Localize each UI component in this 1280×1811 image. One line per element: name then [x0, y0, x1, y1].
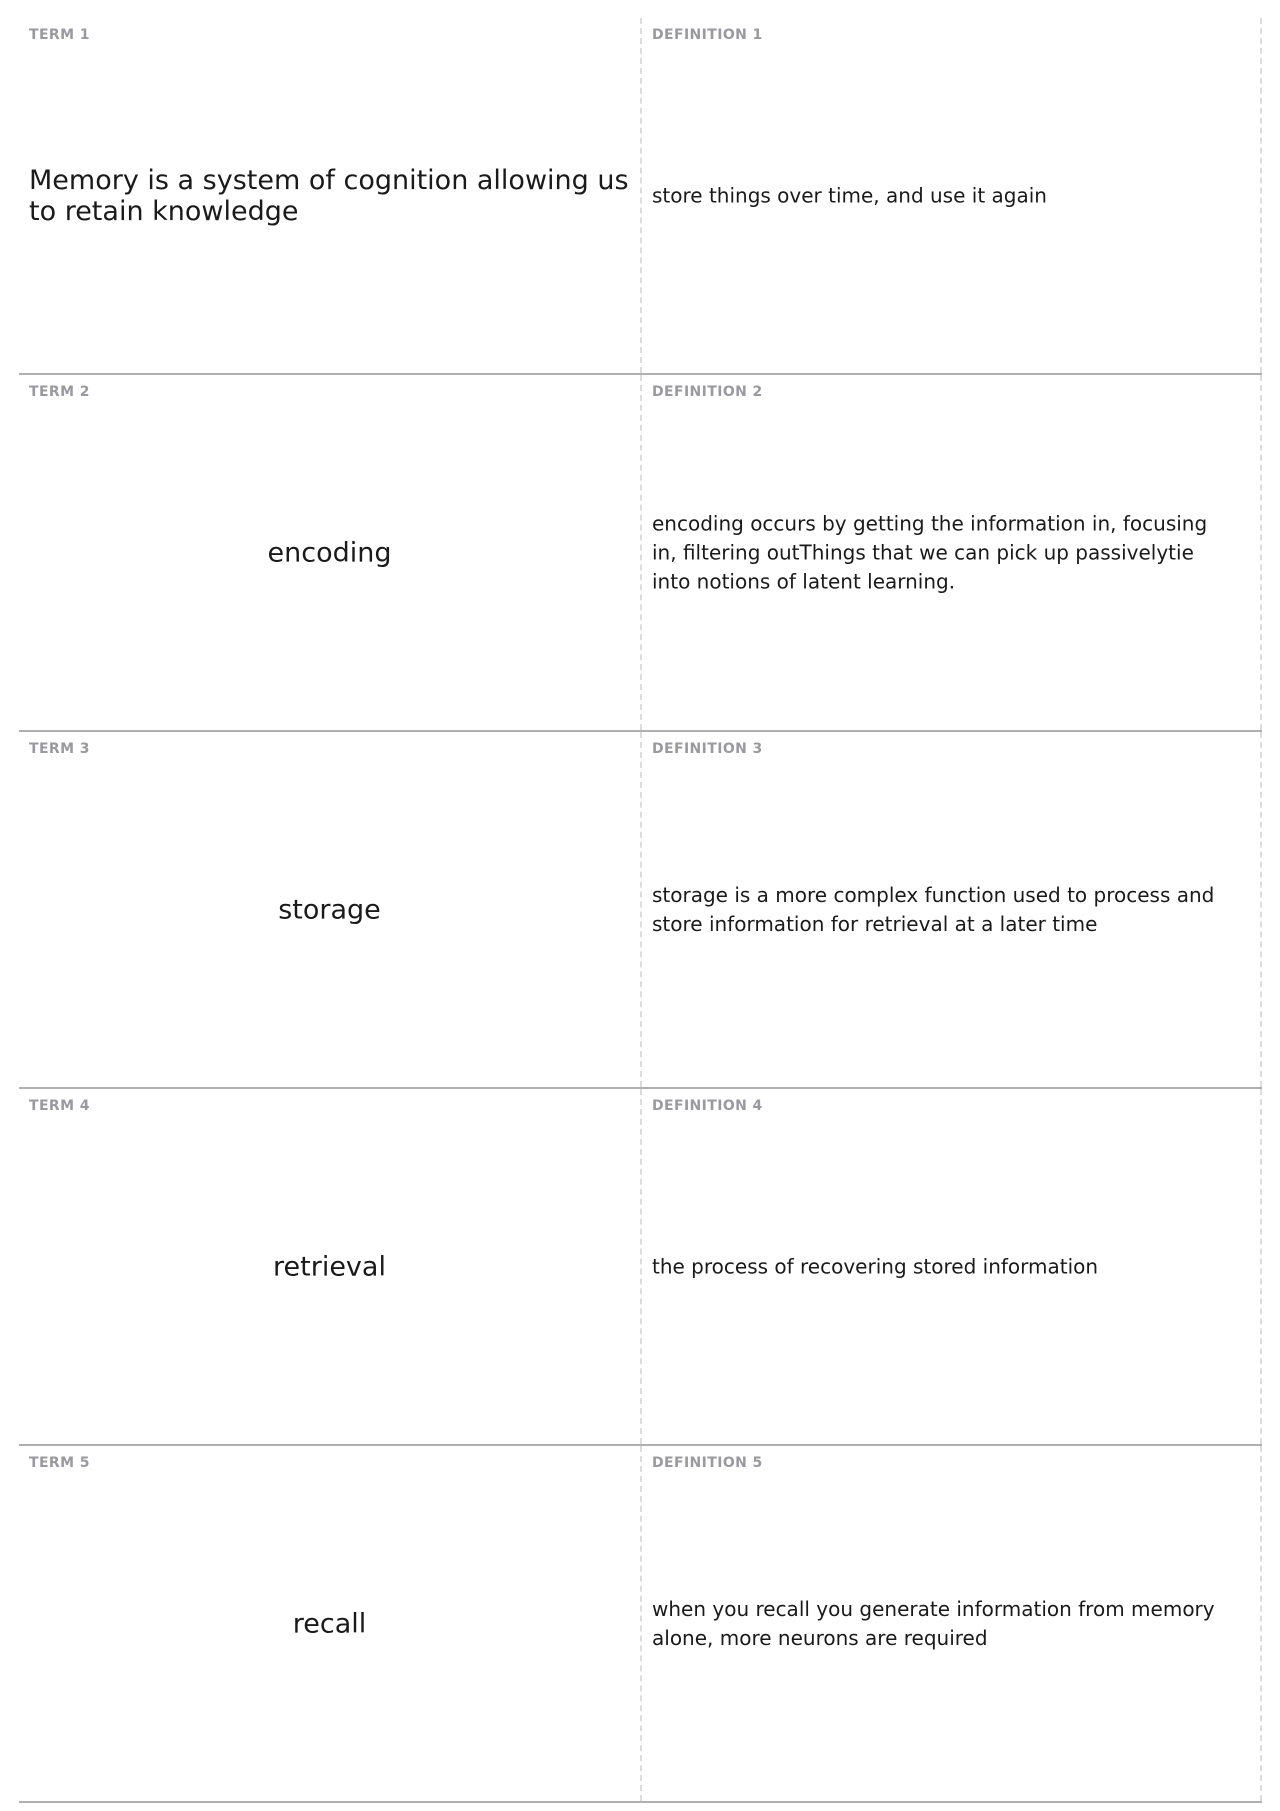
- definition-label: DEFINITION 5: [652, 1455, 763, 1471]
- term-cell: [19, 375, 642, 730]
- term-cell: [19, 1446, 642, 1801]
- definition-label: DEFINITION 1: [652, 27, 763, 43]
- definition-text: storage is a more complex function used to process and store information for retrieval at a later time: [652, 882, 1215, 936]
- term-label: TERM 1: [29, 27, 90, 43]
- term-text: recall: [292, 1608, 367, 1639]
- definition-cell: [642, 375, 1262, 730]
- definition-cell: [642, 732, 1262, 1087]
- definition-cell: [642, 1089, 1262, 1444]
- definition-label: DEFINITION 4: [652, 1098, 763, 1114]
- term-cell: [19, 18, 642, 373]
- flashcard-sheet: [19, 18, 1262, 1803]
- term-text: encoding: [267, 537, 392, 568]
- term-label: TERM 3: [29, 741, 90, 757]
- term-label: TERM 5: [29, 1455, 90, 1471]
- term-label: TERM 4: [29, 1098, 90, 1114]
- term-cell: [19, 732, 642, 1087]
- flashcard-row: [19, 1446, 1262, 1803]
- flashcard-row: [19, 1089, 1262, 1446]
- definition-cell: [642, 18, 1262, 373]
- definition-text: encoding occurs by getting the information in, focusing in, filtering outThings that we can pick up passivelytie into notions of latent learning.: [652, 511, 1208, 593]
- term-label: TERM 2: [29, 384, 90, 400]
- definition-text: the process of recovering stored information: [652, 1254, 1099, 1278]
- flashcard-row: [19, 732, 1262, 1089]
- term-text: storage: [278, 894, 381, 925]
- definition-cell: [642, 1446, 1262, 1801]
- term-text: retrieval: [273, 1251, 386, 1282]
- definition-text: store things over time, and use it again: [652, 183, 1047, 207]
- term-text: Memory is a system of cognition allowing us to retain knowledge: [29, 164, 629, 227]
- definition-text: when you recall you generate information from memory alone, more neurons are required: [652, 1596, 1215, 1650]
- flashcard-row: [19, 375, 1262, 732]
- flashcard-row: [19, 18, 1262, 375]
- term-cell: [19, 1089, 642, 1444]
- definition-label: DEFINITION 3: [652, 741, 763, 757]
- definition-label: DEFINITION 2: [652, 384, 763, 400]
